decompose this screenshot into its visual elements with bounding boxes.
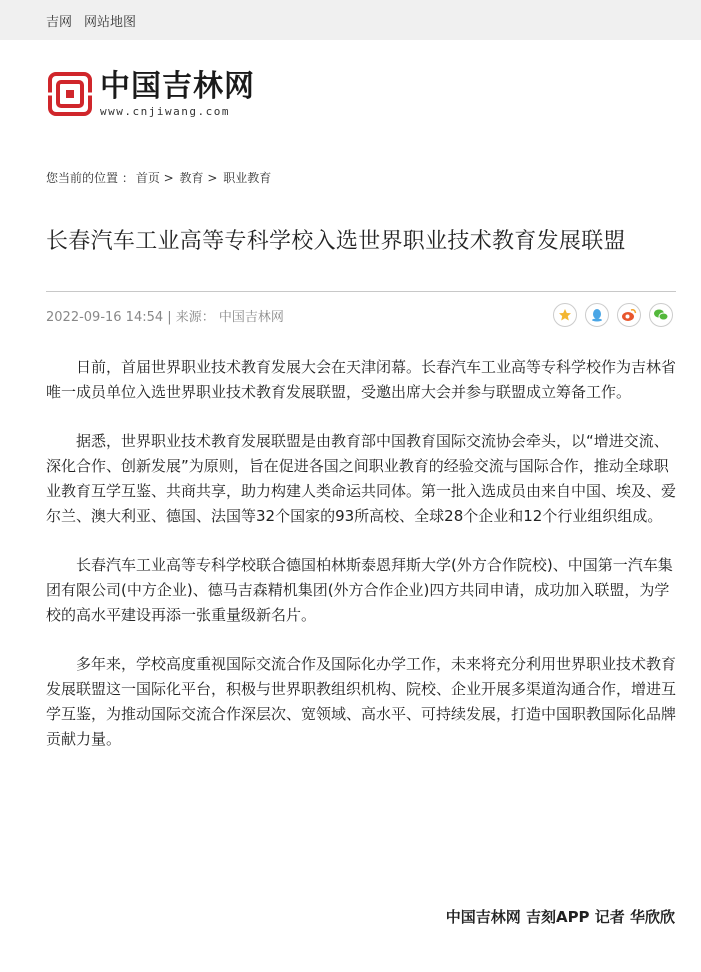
article-paragraph: 据悉，世界职业技术教育发展联盟是由教育部中国教育国际交流协会牵头，以“增进交流、深化合作、创新发展”为原则，旨在促进各国之间职业教育的经验交流与国际合作，推动全球职业教育互学互鉴、共商共享，助力构建人类命运共同体。第一批入选成员由来自中国、埃及、爱尔兰、澳大利亚、德国、法国等32个国家的93所高校、全球28个企业和12个行业组织组成。 — [46, 432, 677, 525]
title-divider — [46, 291, 676, 292]
qq-icon — [590, 308, 604, 322]
weibo-icon — [621, 308, 637, 322]
share-qq-button[interactable] — [585, 303, 609, 327]
site-logo[interactable] — [46, 64, 255, 124]
article-paragraph: 日前，首届世界职业技术教育发展大会在天津闭幕。长春汽车工业高等专科学校作为吉林省唯一成员单位入选世界职业技术教育发展联盟，受邀出席大会并参与联盟成立筹备工作。 — [46, 358, 677, 401]
article-paragraph: 长春汽车工业高等专科学校联合德国柏林斯泰恩拜斯大学(外方合作院校)、中国第一汽车集团有限公司(中方企业)、德马吉森精机集团(外方合作企业)四方共同申请，成功加入联盟，为学校的高水平建设再添一张重量级新名片。 — [46, 556, 673, 624]
article-paragraph: 多年来，学校高度重视国际交流合作及国际化办学工作，未来将充分利用世界职业技术教育发展联盟这一国际化平台，积极与世界职教组织机构、院校、企业开展多渠道沟通合作，增进互学互鉴，为推动国际交流合作深层次、宽领域、高水平、可持续发展，打造中国职教国际化品牌贡献力量。 — [46, 655, 677, 748]
share-bar — [553, 303, 673, 327]
breadcrumb-separator: > — [159, 171, 178, 185]
breadcrumb-prefix: 您当前的位置 ： — [46, 171, 134, 185]
breadcrumb-home[interactable]: 首页 — [135, 171, 160, 185]
breadcrumb-separator: > — [203, 171, 222, 185]
home-link[interactable]: 吉网 — [46, 14, 73, 30]
breadcrumb-subcategory[interactable]: 职业教育 — [223, 171, 272, 185]
breadcrumb-category[interactable]: 教育 — [179, 171, 204, 185]
star-icon — [558, 308, 572, 322]
article-body — [46, 355, 676, 776]
sitemap-link[interactable]: 网站地图 — [84, 14, 137, 30]
wechat-icon — [653, 308, 669, 322]
share-weibo-button[interactable] — [617, 303, 641, 327]
article-title: 长春汽车工业高等专科学校入选世界职业技术教育发展联盟 — [46, 229, 626, 254]
breadcrumb — [46, 169, 271, 186]
top-bar — [0, 0, 701, 40]
logo-cn-text: 中国吉林网 — [100, 68, 255, 104]
logo-en-text: www.cnjiwang.com — [100, 104, 230, 118]
share-wechat-button[interactable] — [649, 303, 673, 327]
logo-mark-icon — [46, 70, 94, 118]
share-favorite-button[interactable] — [553, 303, 577, 327]
article-byline: 中国吉林网 吉刻APP 记者 华欣欣 — [445, 908, 675, 926]
article-meta: 2022-09-16 14:54 | 来源： 中国吉林网 — [46, 310, 284, 325]
